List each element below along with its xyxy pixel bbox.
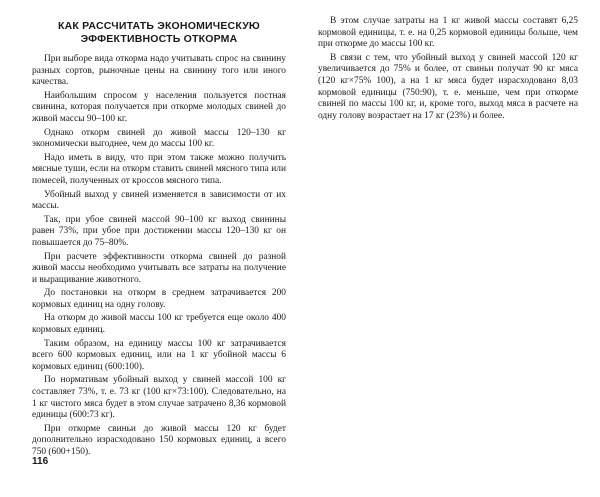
paragraph: В этом случае затраты на 1 кг живой массы составят 6,25 кормовой единицы, т. е. на 0,25 кормовой единицы больше, чем при откорме до массы 100 кг. (318, 16, 578, 50)
paragraph: В связи с тем, что убойный выход у свиней массой 120 кг увеличивается до 75% и более, от свиньи получат 90 кг мяса (120 кг×75% 100), а на 1 кг мяса будет израсходовано 8,03 кормовой единицы (750:90), т. е. меньше, чем при откорме свиней по массы 100 кг, и, кроме того, выход мяса в расчете на одну голову возрастает на 17 кг (23%) и более. (318, 52, 578, 121)
paragraph: Однако откорм свиней до живой массы 120–130 кг экономически выгоднее, чем до массы 100 кг. (32, 127, 286, 150)
right-page (306, 0, 600, 497)
paragraph: Таким образом, на единицу массы 100 кг затрачивается всего 600 кормовых единиц, или на 1 кг убойной массы 6 кормовых единиц (600:100). (32, 338, 286, 372)
paragraph: Убойный выход у свиней изменяется в зависимости от их массы. (32, 189, 286, 212)
page-number: 116 (32, 456, 49, 467)
paragraph: По нормативам убойный выход у свиней массой 100 кг составляет 73%, т. е. 73 кг (100 кг×73:100). Следовательно, на 1 кг чистого мяса будет в этом случае затрачено 8,36 кормовой единицы (600:73 кг). (32, 375, 286, 421)
paragraph: На откорм до живой массы 100 кг требуется еще около 400 кормовых единиц. (32, 313, 286, 336)
paragraph: При откорме свиньи до живой массы 120 кг будет дополнительно израсходовано 150 кормовых единиц, а всего 750 (600+150). (32, 423, 286, 457)
paragraph: Надо иметь в виду, что при этом также можно получить мясные туши, если на откорм ставить свиней мясного типа или помесей, полученных от кроссов мясного типа. (32, 152, 286, 186)
paragraph: До постановки на откорм в среднем затрачивается 200 кормовых единиц на одну голову. (32, 288, 286, 310)
title-line: ЭФФЕКТИВНОСТЬ ОТКОРМА (80, 33, 238, 45)
title-line: КАК РАССЧИТАТЬ ЭКОНОМИЧЕСКУЮ (58, 20, 260, 32)
paragraph: Наибольшим спросом у населения пользуется постная свинина, которая получается при откорме молодых свиней до живой массы 90–100 кг. (32, 90, 286, 124)
paragraph: При выборе вида откорма надо учитывать спрос на свинину разных сортов, рыночные цены на свинину того или иного качества. (32, 54, 286, 88)
page-title (32, 20, 286, 46)
paragraph: Так, при убое свиней массой 90–100 кг выход свинины равен 73%, при убое при достижении массы 120–130 кг он повышается до 75–80%. (32, 214, 286, 248)
paragraph: При расчете эффективности откорма свиней до разной живой массы необходимо учитывать все затраты на получение и выращивание животного. (32, 251, 286, 285)
